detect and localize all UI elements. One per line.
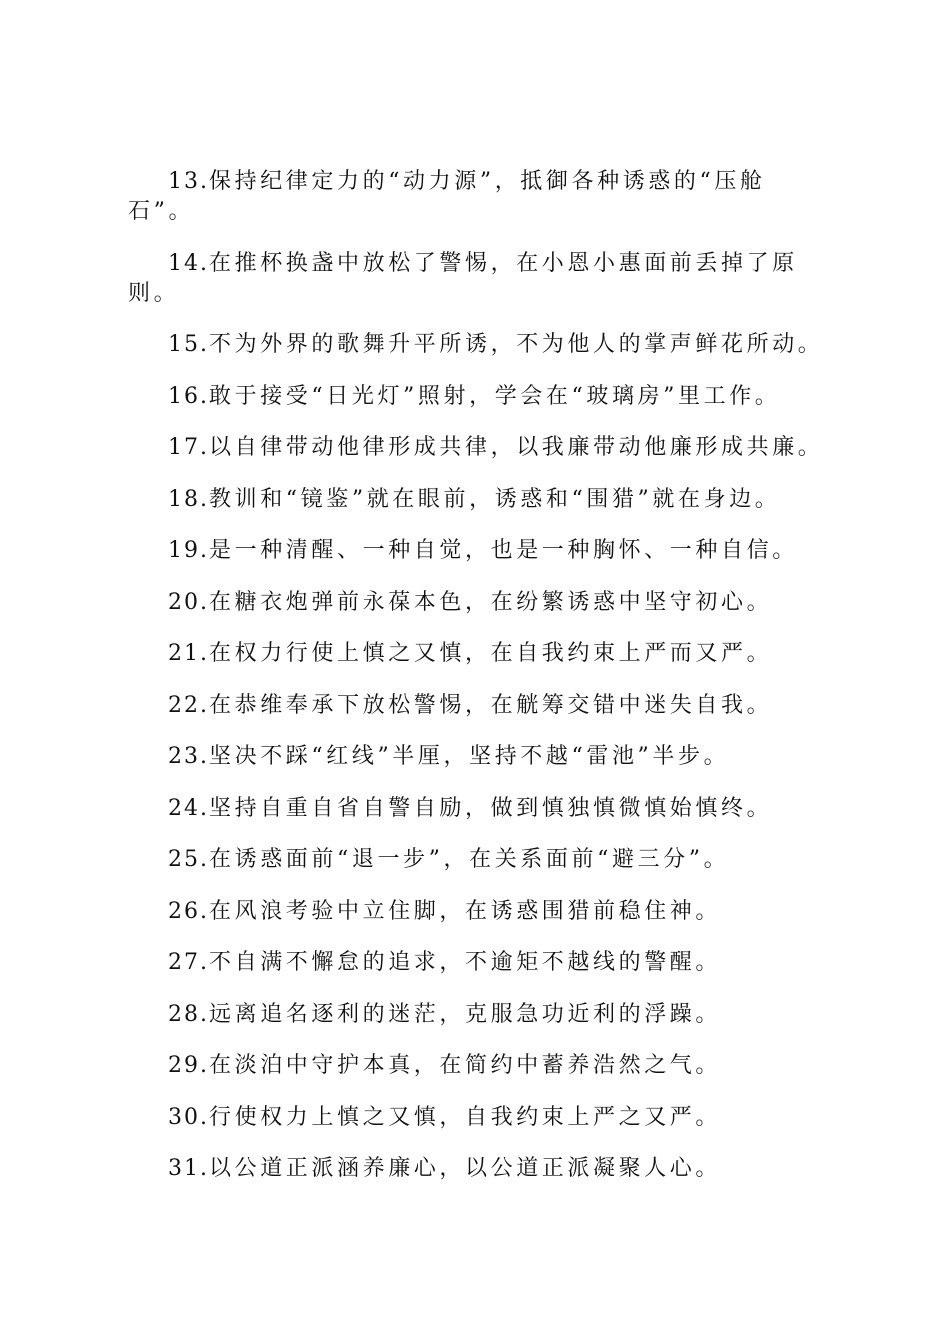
list-item [128,1051,831,1081]
item-number: 22. [168,692,209,718]
item-text: 在诱惑面前“退一步”，在关系面前“避三分”。 [209,847,730,872]
item-text: 在恭维奉承下放松警惕，在觥筹交错中迷失自我。 [209,692,773,718]
item-number: 29. [168,1053,209,1078]
list-item [128,433,831,463]
list-item [128,382,831,412]
item-number: 27. [168,950,209,975]
item-number: 26. [168,898,209,924]
list-item [128,845,831,875]
item-text: 在淡泊中守护本真，在简约中蓄养浩然之气。 [209,1053,722,1078]
item-text: 不自满不懈怠的追求，不逾矩不越线的警醒。 [209,950,722,975]
list-item [128,742,831,772]
item-number: 15. [168,332,209,357]
item-number: 21. [168,641,209,666]
item-text: 在糖衣炮弹前永葆本色，在纷繁诱惑中坚守初心。 [209,589,773,615]
item-text: 在风浪考验中立住脚，在诱惑围猎前稳住神。 [209,898,722,924]
list-item [128,1000,831,1030]
item-number: 28. [168,1001,209,1027]
item-text: 是一种清醒、一种自觉，也是一种胸怀、一种自信。 [209,538,798,563]
list-item [128,897,831,927]
list-item [128,1154,831,1184]
list-item [128,588,831,618]
list-item [128,691,831,721]
item-number: 13. [168,169,209,194]
list-item [128,639,831,669]
item-number: 24. [168,795,209,821]
item-number: 18. [168,486,209,512]
list-item [128,536,831,566]
list-item [128,330,831,360]
item-number: 19. [168,538,209,563]
item-text: 远离追名逐利的迷茫，克服急功近利的浮躁。 [209,1001,722,1027]
item-text: 坚决不踩“红线”半厘，坚持不越“雷池”半步。 [209,744,730,769]
item-number: 30. [168,1104,209,1130]
item-number: 17. [168,435,209,460]
item-text: 以自律带动他律形成共律，以我廉带动他廉形成共廉。 [209,435,824,460]
item-number: 25. [168,847,209,872]
list-item [128,948,831,978]
list-item [128,249,831,309]
item-text: 在推杯换盏中放松了警惕，在小恩小惠面前丢掉了原则。 [128,250,798,306]
item-number: 14. [168,250,209,276]
item-text: 教训和“镜鉴”就在眼前，诱惑和“围猎”就在身边。 [209,486,781,512]
item-number: 23. [168,744,209,769]
item-number: 20. [168,589,209,615]
list-item [128,1103,831,1133]
item-text: 在权力行使上慎之又慎，在自我约束上严而又严。 [209,641,773,666]
item-text: 不为外界的歌舞升平所诱，不为他人的掌声鲜花所动。 [209,332,824,357]
item-text: 坚持自重自省自警自励，做到慎独慎微慎始慎终。 [209,795,773,821]
list-item [128,167,831,227]
list-item [128,485,831,515]
item-text: 以公道正派涵养廉心，以公道正派凝聚人心。 [209,1156,722,1181]
item-text: 行使权力上慎之又慎，自我约束上严之又严。 [209,1104,722,1130]
item-number: 31. [168,1156,209,1181]
document-body [128,167,831,1206]
item-number: 16. [168,383,209,409]
item-text: 敢于接受“日光灯”照射，学会在“玻璃房”里工作。 [209,383,781,409]
list-item [128,794,831,824]
item-text: 保持纪律定力的“动力源”，抵御各种诱惑的“压舱石”。 [128,169,766,224]
